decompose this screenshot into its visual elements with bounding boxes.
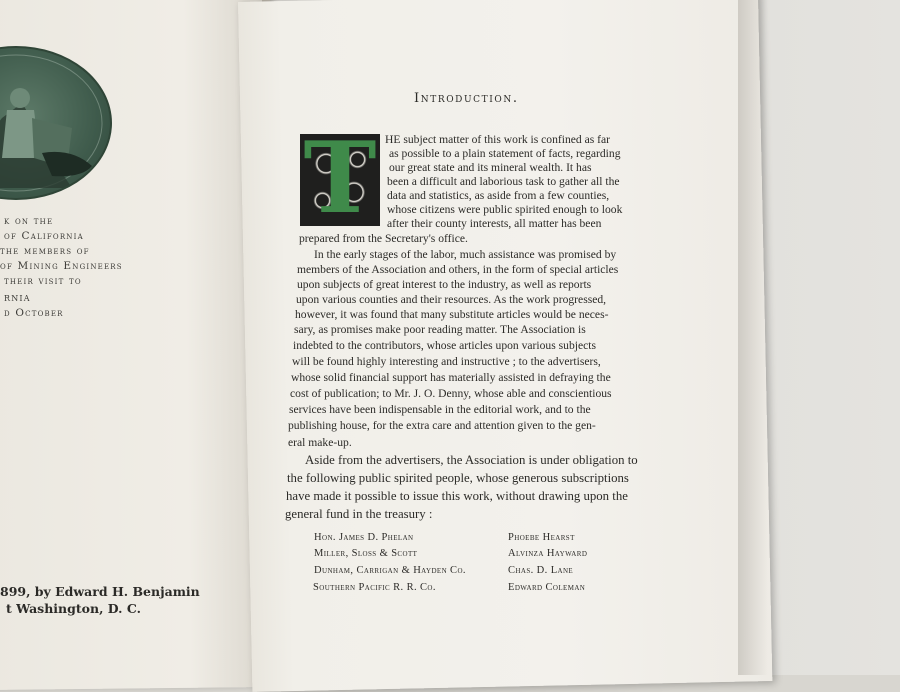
paragraph-line: publishing house, for the extra care and attention given to the gen- — [288, 419, 596, 432]
paragraph-line: sary, as promises make poor reading matter. The Association is — [294, 323, 586, 336]
page-title: Introduction. — [414, 91, 519, 106]
paragraph-line: Aside from the advertisers, the Association is under obligation to — [305, 453, 638, 467]
donor-name: Chas. D. Lane — [508, 565, 574, 576]
copyright-line: 899, by Edward H. Benjamin — [0, 584, 200, 599]
paragraph-line: have made it possible to issue this work, without drawing upon the — [286, 489, 628, 503]
paragraph-line: as possible to a plain statement of facts, regarding — [389, 147, 621, 160]
paragraph-line: general fund in the treasury : — [285, 507, 433, 521]
initial-letter: T — [303, 134, 377, 226]
donor-name: Miller, Sloss & Scott — [314, 548, 418, 559]
paragraph-line: whose citizens were public spirited enough to look — [387, 203, 623, 216]
paragraph-line: members of the Association and others, in the form of special articles — [297, 263, 619, 276]
paragraph-line: the following public spirited people, whose generous subscriptions — [287, 471, 629, 485]
donor-name: Alvinza Hayward — [508, 548, 588, 559]
dedication-line: rnia — [4, 290, 31, 304]
paragraph-line: services have been indispensable in the editorial work, and to the — [289, 403, 591, 416]
paragraph-line: data and statistics, as aside from a few counties, — [387, 189, 610, 202]
dedication-line: d October — [4, 307, 64, 319]
donor-name: Southern Pacific R. R. Co. — [313, 582, 436, 593]
donor-name: Dunham, Carrigan & Hayden Co. — [314, 565, 466, 576]
paragraph-line: our great state and its mineral wealth. It has — [389, 161, 592, 174]
dedication-line: their visit to — [4, 275, 82, 287]
paragraph-line: however, it was found that many substitute articles would be neces- — [295, 308, 609, 321]
copyright-line: t Washington, D. C. — [6, 601, 141, 616]
paragraph-line: In the early stages of the labor, much assistance was promised by — [314, 248, 617, 261]
paragraph-line: cost of publication; to Mr. J. O. Denny, whose able and conscientious — [290, 387, 612, 400]
paragraph-line: after their county interests, all matter has been — [387, 217, 602, 230]
dedication-line: of California — [4, 230, 84, 242]
dedication-line: k on the — [4, 215, 54, 227]
paragraph-line: upon subjects of great interest to the industry, as well as reports — [297, 278, 592, 291]
donor-name: Hon. James D. Phelan — [314, 532, 414, 543]
paragraph-line: HE subject matter of this work is confined as far — [385, 133, 611, 146]
paragraph-line: eral make-up. — [288, 436, 352, 449]
dedication-line: of Mining Engineers — [0, 260, 123, 272]
donor-name: Edward Coleman — [508, 582, 586, 593]
paragraph-line: will be found highly interesting and instructive ; to the advertisers, — [292, 355, 601, 368]
paragraph-line: prepared from the Secretary's office. — [299, 232, 468, 245]
dedication-line: the members of — [0, 245, 90, 257]
paragraph-line: upon various counties and their resources. As the work progressed, — [296, 293, 607, 306]
decorative-initial — [300, 134, 380, 226]
donor-name: Phoebe Hearst — [508, 532, 575, 543]
paragraph-line: been a difficult and laborious task to gather all the — [387, 175, 620, 188]
paragraph-line: whose solid financial support has materially assisted in defraying the — [291, 371, 611, 384]
paragraph-line: indebted to the contributors, whose articles upon various subjects — [293, 339, 596, 352]
